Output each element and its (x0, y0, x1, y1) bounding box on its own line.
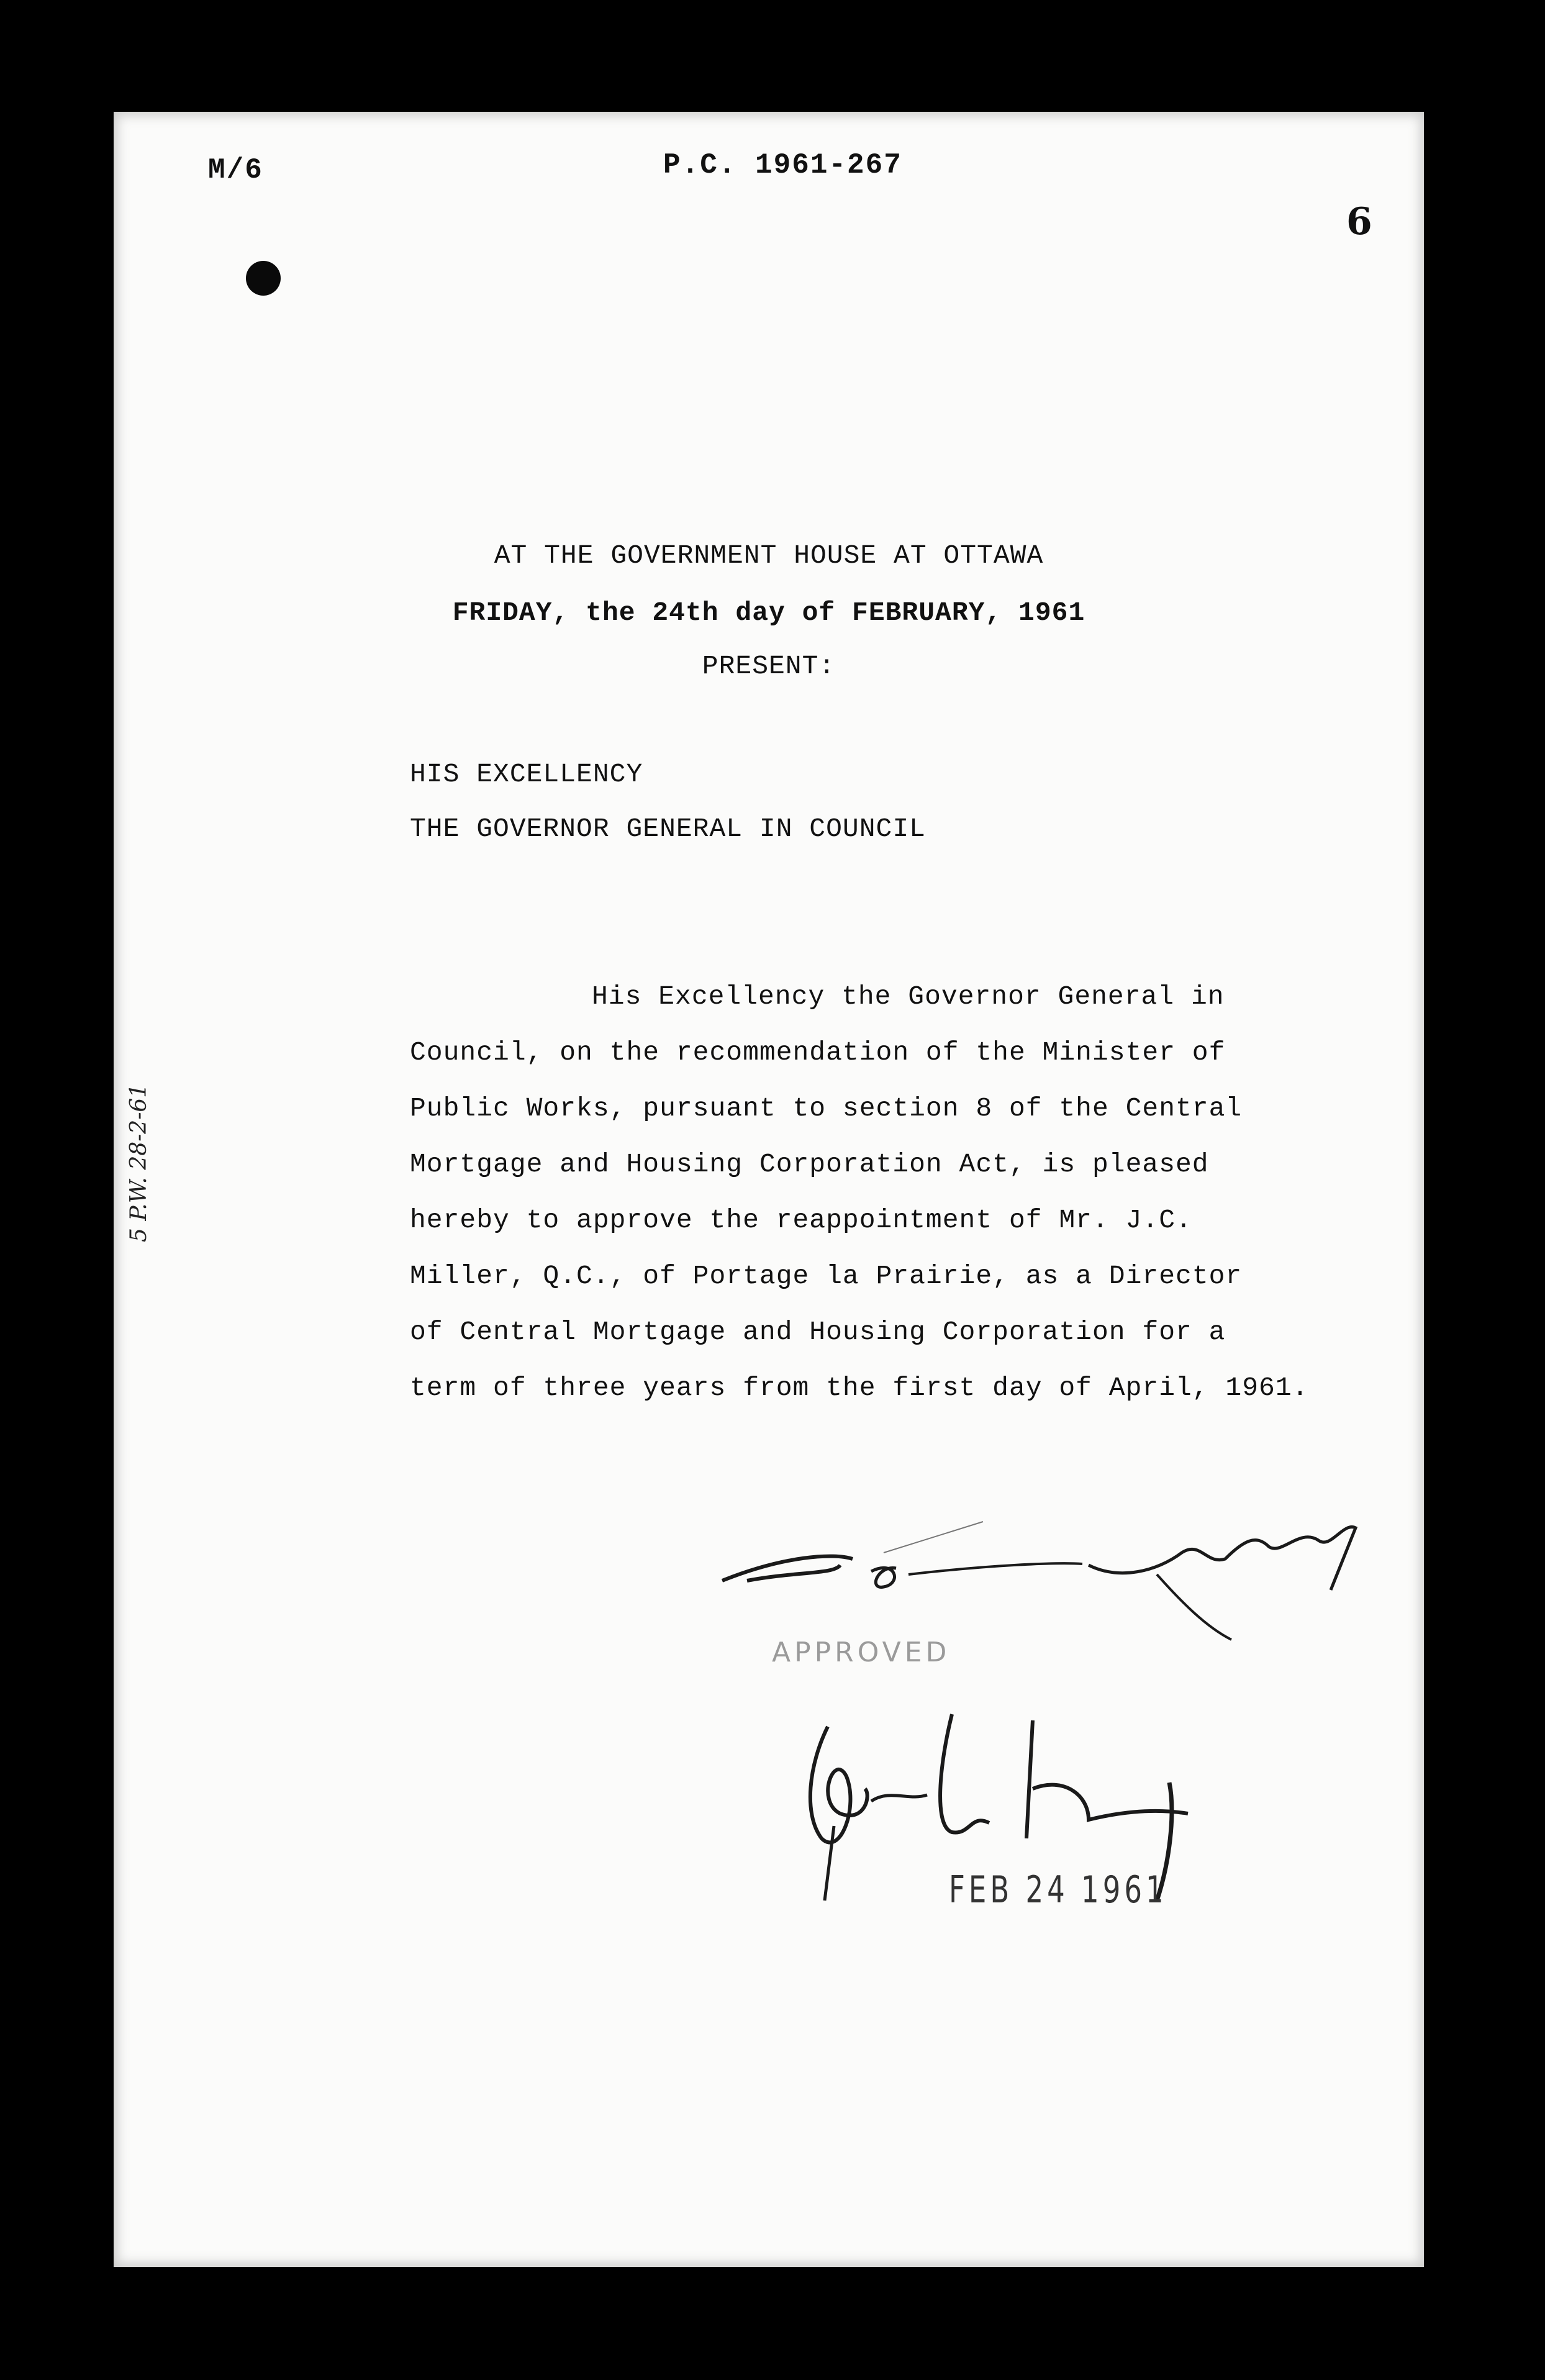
approved-stamp: APPROVED (772, 1637, 951, 1668)
body-line: Council, on the recommendation of the Minister of (410, 1037, 1226, 1068)
body-line: Mortgage and Housing Corporation Act, is pleased (410, 1149, 1209, 1179)
heading-place: AT THE GOVERNMENT HOUSE AT OTTAWA (494, 540, 1044, 571)
body-line: Public Works, pursuant to section 8 of the Central (410, 1093, 1243, 1124)
heading-date: FRIDAY, the 24th day of FEBRUARY, 1961 (452, 597, 1085, 628)
date-stamp: FEB 24 1961 (949, 1868, 1167, 1912)
punch-hole (246, 261, 281, 296)
body-line: term of three years from the first day of April, 1961. (410, 1373, 1309, 1403)
paper-edge-shading (114, 112, 1424, 2267)
heading-present: PRESENT: (702, 651, 836, 681)
body-line: His Excellency the Governor General in (592, 981, 1225, 1012)
body-line: Miller, Q.C., of Portage la Prairie, as a Director (410, 1261, 1243, 1291)
margin-note: 5 P.W. 28-2-61 (126, 1083, 152, 1242)
order-number: P.C. 1961-267 (663, 149, 902, 181)
body-line: hereby to approve the reappointment of Mr. J.C. (410, 1205, 1192, 1235)
page-number: 6 (1346, 200, 1372, 243)
body-line: of Central Mortgage and Housing Corporation for a (410, 1317, 1226, 1347)
file-mark: M/6 (208, 154, 263, 186)
document-page (114, 112, 1424, 2267)
address-line-2: THE GOVERNOR GENERAL IN COUNCIL (410, 814, 926, 844)
address-line-1: HIS EXCELLENCY (410, 759, 643, 789)
